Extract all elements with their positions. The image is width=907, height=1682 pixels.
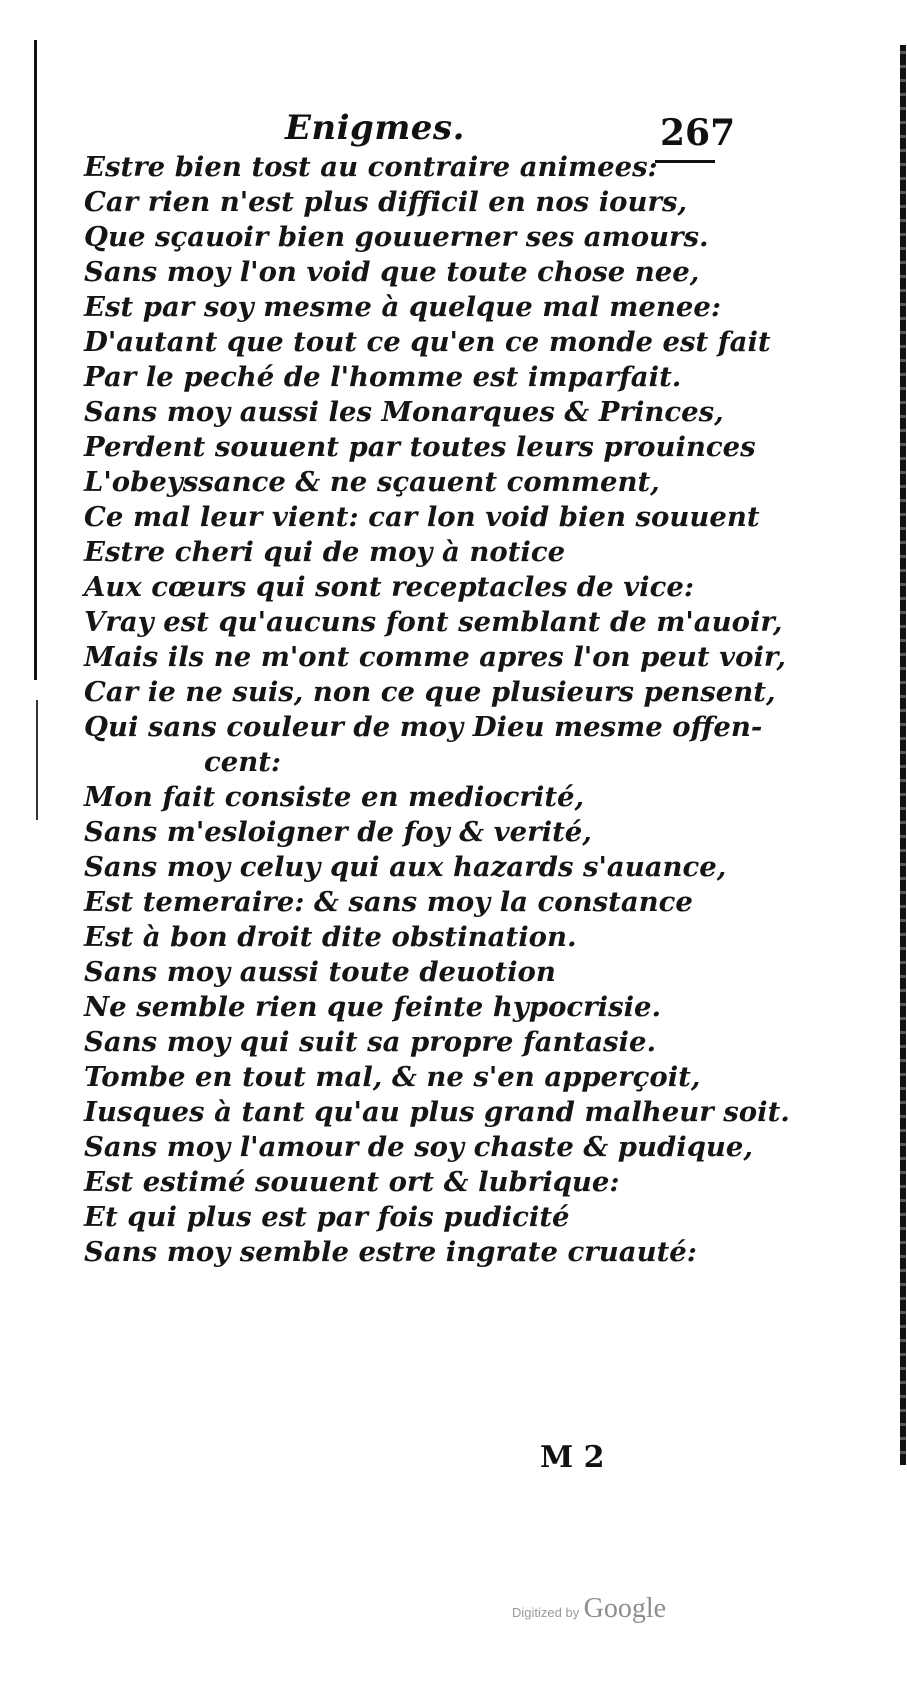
verse-line: Qui sans couleur de moy Dieu mesme offen-	[84, 711, 763, 743]
verse-line: Aux cœurs qui sont receptacles de vice:	[84, 571, 695, 603]
signature-mark: M 2	[540, 1440, 605, 1475]
digitized-prefix: Digitized by	[512, 1605, 580, 1620]
verse-line: Sans moy l'amour de soy chaste & pudique,	[84, 1131, 753, 1163]
verse-line: Est estimé souuent ort & lubrique:	[84, 1166, 620, 1198]
verse-line: Par le peché de l'homme est imparfait.	[84, 361, 682, 393]
verse-line: Sans m'esloigner de foy & verité,	[84, 816, 592, 848]
page-number: 267	[660, 112, 736, 154]
verse-line: Estre bien tost au contraire animees:	[84, 151, 658, 183]
verse-line: D'autant que tout ce qu'en ce monde est fait	[84, 326, 771, 358]
verse-line: Iusques à tant qu'au plus grand malheur soit.	[84, 1096, 790, 1128]
verse-line: Mais ils ne m'ont comme apres l'on peut voir,	[84, 641, 786, 673]
left-margin-rule-lower	[36, 700, 38, 820]
left-margin-rule	[34, 40, 37, 680]
verse-line: Ce mal leur vient: car lon void bien souuent	[84, 501, 760, 533]
verse-line: Vray est qu'aucuns font semblant de m'auoir,	[84, 606, 783, 638]
verse-line: Que sçauoir bien gouuerner ses amours.	[84, 221, 709, 253]
verse-line: Tombe en tout mal, & ne s'en apperçoit,	[84, 1061, 701, 1093]
verse-line: Sans moy l'on void que toute chose nee,	[84, 256, 700, 288]
google-logo: Google	[583, 1593, 667, 1624]
verse-line: Sans moy qui suit sa propre fantasie.	[84, 1026, 657, 1058]
verse-line: Car ie ne suis, non ce que plusieurs pensent,	[84, 676, 776, 708]
verse-line: L'obeyssance & ne sçauent comment,	[84, 466, 660, 498]
verse-line: Sans moy semble estre ingrate cruauté:	[84, 1236, 697, 1268]
verse-line: Est temeraire: & sans moy la constance	[84, 886, 693, 918]
digitized-by-watermark	[512, 1593, 666, 1625]
verse-line: Ne semble rien que feinte hypocrisie.	[84, 991, 662, 1023]
verse-line: Perdent souuent par toutes leurs prouinces	[84, 431, 756, 463]
verse-line: Sans moy aussi les Monarques & Princes,	[84, 396, 724, 428]
right-page-edge	[900, 45, 906, 1465]
verse-line: Estre cheri qui de moy à notice	[84, 536, 566, 568]
verse-line-continuation: cent:	[204, 746, 282, 778]
verse-line: Est par soy mesme à quelque mal menee:	[84, 291, 721, 323]
verse-line: Est à bon droit dite obstination.	[84, 921, 577, 953]
verse-line: Car rien n'est plus difficil en nos iours,	[84, 186, 688, 218]
verse-line: Sans moy aussi toute deuotion	[84, 956, 556, 988]
verse-line: Mon fait consiste en mediocrité,	[84, 781, 585, 813]
running-head: Enigmes.	[285, 108, 465, 148]
verse-text	[84, 150, 790, 1270]
verse-line: Et qui plus est par fois pudicité	[84, 1201, 570, 1233]
verse-line: Sans moy celuy qui aux hazards s'auance,	[84, 851, 727, 883]
